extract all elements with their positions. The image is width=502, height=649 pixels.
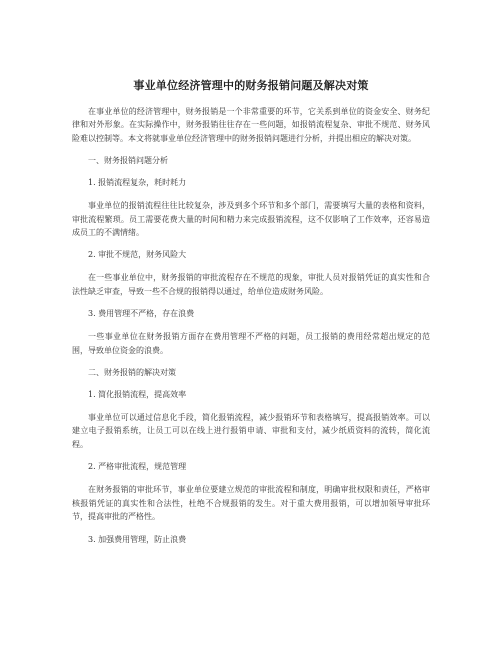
section-heading-analysis: 一、财务报销问题分析 [88, 156, 168, 166]
subheading-simplify-process: 1. 简化报销流程，提高效率 [88, 390, 187, 400]
paragraph-strict-approval: 在财务报销的审批环节，事业单位要建立规范的审批流程和制度，明确审批权限和责任，严格审核报销凭证的真实性和合法性，杜绝不合规报销的发生。对于重大费用报销，可以增加领导审批环节，提高审批的严格性。 [72, 485, 430, 522]
paragraph-complex-process: 事业单位的报销流程往往比较复杂，涉及到多个环节和多个部门，需要填写大量的表格和资料，审批流程繁琐。员工需要花费大量的时间和精力来完成报销流程，这不仅影响了工作效率，还容易造成员工的不满情绪。 [72, 201, 430, 238]
paragraph-approval-risk: 在一些事业单位中，财务报销的审批流程存在不规范的现象，审批人员对报销凭证的真实性和合法性缺乏审查，导致一些不合规的报销得以通过，给单位造成财务风险。 [72, 273, 430, 296]
document-title: 事业单位经济管理中的财务报销问题及解决对策 [133, 79, 369, 92]
subheading-approval-risk: 2. 审批不规范，财务风险大 [88, 250, 187, 260]
subheading-complex-process: 1. 报销流程复杂，耗时耗力 [88, 178, 187, 188]
paragraph-cost-waste: 一些事业单位在财务报销方面存在费用管理不严格的问题，员工报销的费用经常超出规定的范围，导致单位资金的浪费。 [72, 332, 430, 355]
subheading-strict-approval: 2. 严格审批流程，规范管理 [88, 462, 187, 472]
paragraph-simplify-process: 事业单位可以通过信息化手段，简化报销流程，减少报销环节和表格填写，提高报销效率。可以建立电子报销系统，让员工可以在线上进行报销申请、审批和支付，减少纸质资料的流转，简化流程。 [72, 413, 430, 449]
intro-paragraph: 在事业单位的经济管理中，财务报销是一个非常重要的环节，它关系到单位的资金安全、财务纪律和对外形象。在实际操作中，财务报销往往存在一些问题，如报销流程复杂、审批不规范、财务风险难以控制等。本文将就事业单位经济管理中的财务报销问题进行分析，并提出相应的解决对策。 [72, 107, 430, 143]
subheading-cost-control: 3. 加强费用管理，防止浪费 [88, 534, 187, 544]
subheading-cost-waste: 3. 费用管理不严格，存在浪费 [88, 309, 195, 319]
section-heading-solutions: 二、财务报销的解决对策 [88, 368, 176, 378]
